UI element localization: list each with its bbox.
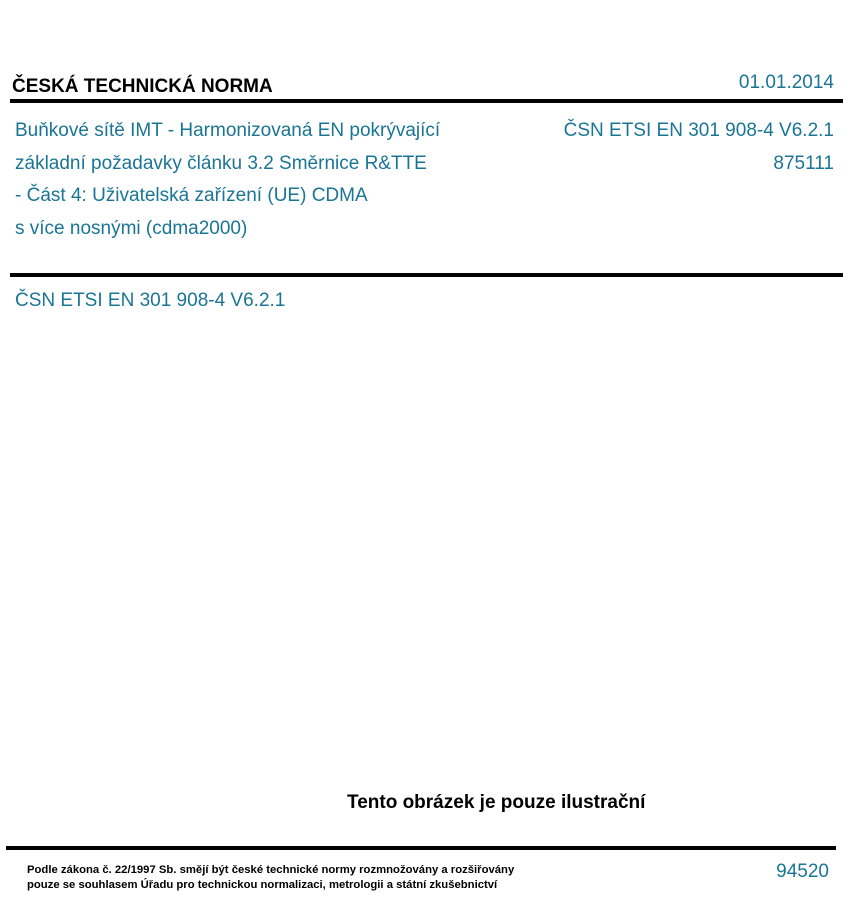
catalog-number: 875111 xyxy=(773,152,834,174)
middle-divider xyxy=(10,273,843,277)
bottom-divider xyxy=(6,846,836,850)
legal-notice-line: Podle zákona č. 22/1997 Sb. smějí být české technické normy rozmnožovány a rozšiřovány xyxy=(27,864,515,876)
footer-code: 94520 xyxy=(776,861,829,882)
document-title-line: Buňkové sítě IMT - Harmonizovaná EN pokrývající xyxy=(15,120,441,141)
header-date: 01.01.2014 xyxy=(738,72,834,93)
header-title: ČESKÁ TECHNICKÁ NORMA xyxy=(12,76,273,97)
top-divider xyxy=(10,99,843,103)
document-title-line: s více nosnými (cdma2000) xyxy=(15,217,248,239)
standard-code: ČSN ETSI EN 301 908-4 V6.2.1 xyxy=(563,120,834,141)
standard-number: ČSN ETSI EN 301 908-4 V6.2.1 xyxy=(15,290,286,311)
illustrative-notice: Tento obrázek je pouze ilustrační xyxy=(347,792,646,813)
legal-notice-line: pouze se souhlasem Úřadu pro technickou normalizaci, metrologii a státní zkušebnictví xyxy=(27,879,498,891)
document-title xyxy=(15,115,515,245)
legal-notice xyxy=(27,863,514,893)
standard-identifiers xyxy=(564,115,834,180)
document-title-line: základní požadavky článku 3.2 Směrnice R&TTE xyxy=(15,152,427,174)
document-title-line: - Část 4: Uživatelská zařízení (UE) CDMA xyxy=(15,185,368,206)
